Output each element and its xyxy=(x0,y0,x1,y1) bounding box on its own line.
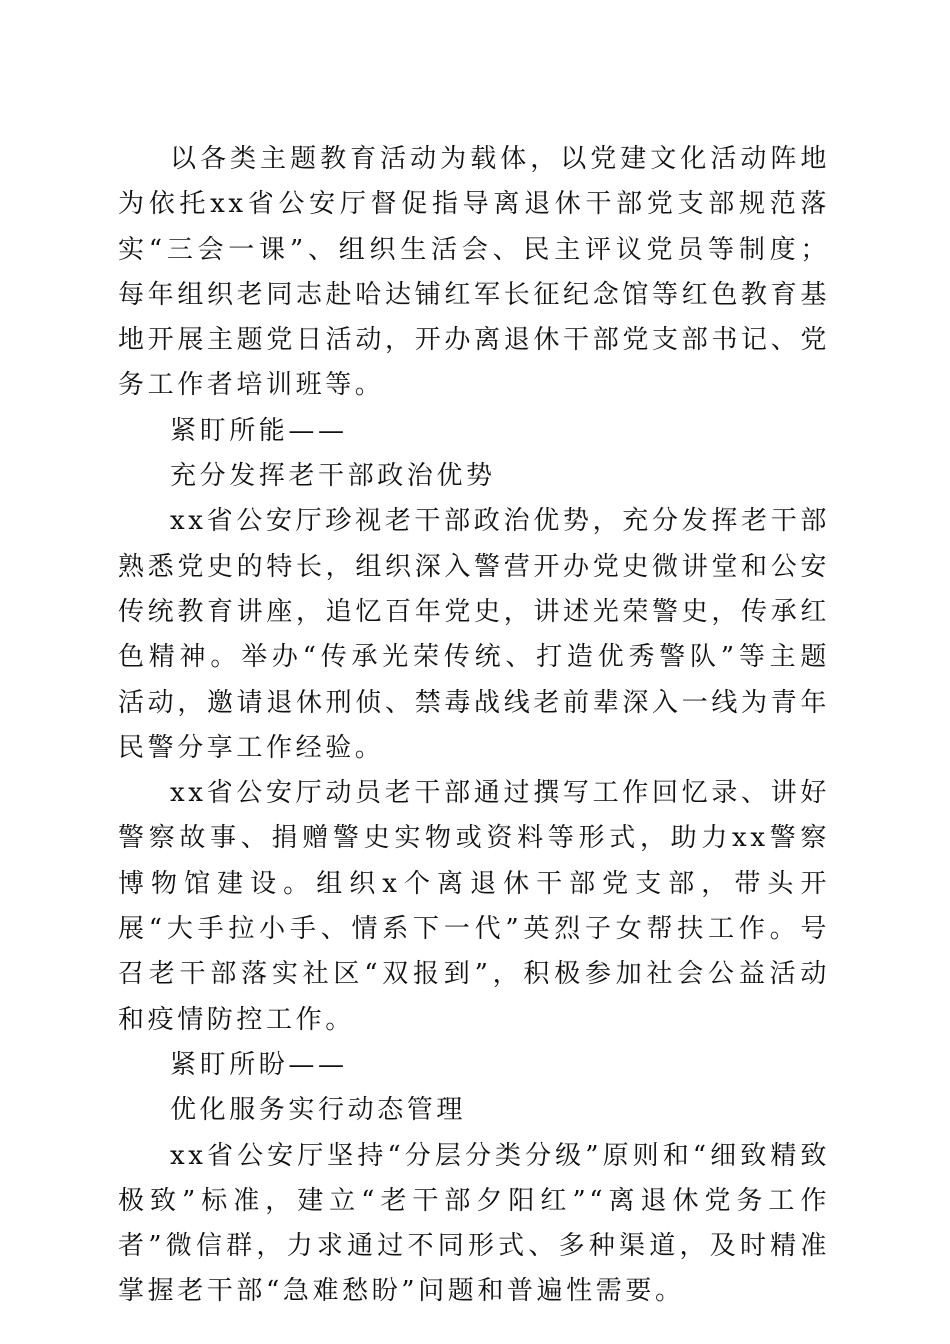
document-body xyxy=(118,137,830,1315)
section-subheading-dynamic-management: 优化服务实行动态管理 xyxy=(170,1095,467,1126)
section-subheading-political-advantage: 充分发挥老干部政治优势 xyxy=(170,461,496,492)
paragraph-political-advantage: xx省公安厅珍视老干部政治优势，充分发挥老干部熟悉党史的特长，组织深入警营开办党史微讲堂和公安传统教育讲座，追忆百年党史，讲述光荣警史，传承红色精神。举办“传承光荣传统、打造优秀警队”等主题活动，邀请退休刑侦、禁毒战线老前辈深入一线为青年民警分享工作经验。 xyxy=(118,506,830,763)
paragraph-dynamic-management: xx省公安厅坚持“分层分类分级”原则和“细致精致极致”标准，建立“老干部夕阳红”“离退休党务工作者”微信群，力求通过不同形式、多种渠道，及时精准掌握老干部“急难愁盼”问题和普遍性需要。 xyxy=(118,1140,830,1307)
paragraph-museum-support: xx省公安厅动员老干部通过撰写工作回忆录、讲好警察故事、捐赠警史实物或资料等形式，助力xx警察博物馆建设。组织x个离退休干部党支部，带头开展“大手拉小手、情系下一代”英烈子女帮扶工作。号召老干部落实社区“双报到”，积极参加社会公益活动和疫情防控工作。 xyxy=(118,778,831,1035)
paragraph-party-building: 以各类主题教育活动为载体，以党建文化活动阵地为依托xx省公安厅督促指导离退休干部党支部规范落实“三会一课”、组织生活会、民主评议党员等制度；每年组织老同志赴哈达铺红军长征纪念馆等红色教育基地开展主题党日活动，开办离退休干部党支部书记、党务工作者培训班等。 xyxy=(118,144,830,401)
section-heading-expectations: 紧盯所盼—— xyxy=(170,1049,348,1080)
section-heading-capability: 紧盯所能—— xyxy=(170,415,348,446)
